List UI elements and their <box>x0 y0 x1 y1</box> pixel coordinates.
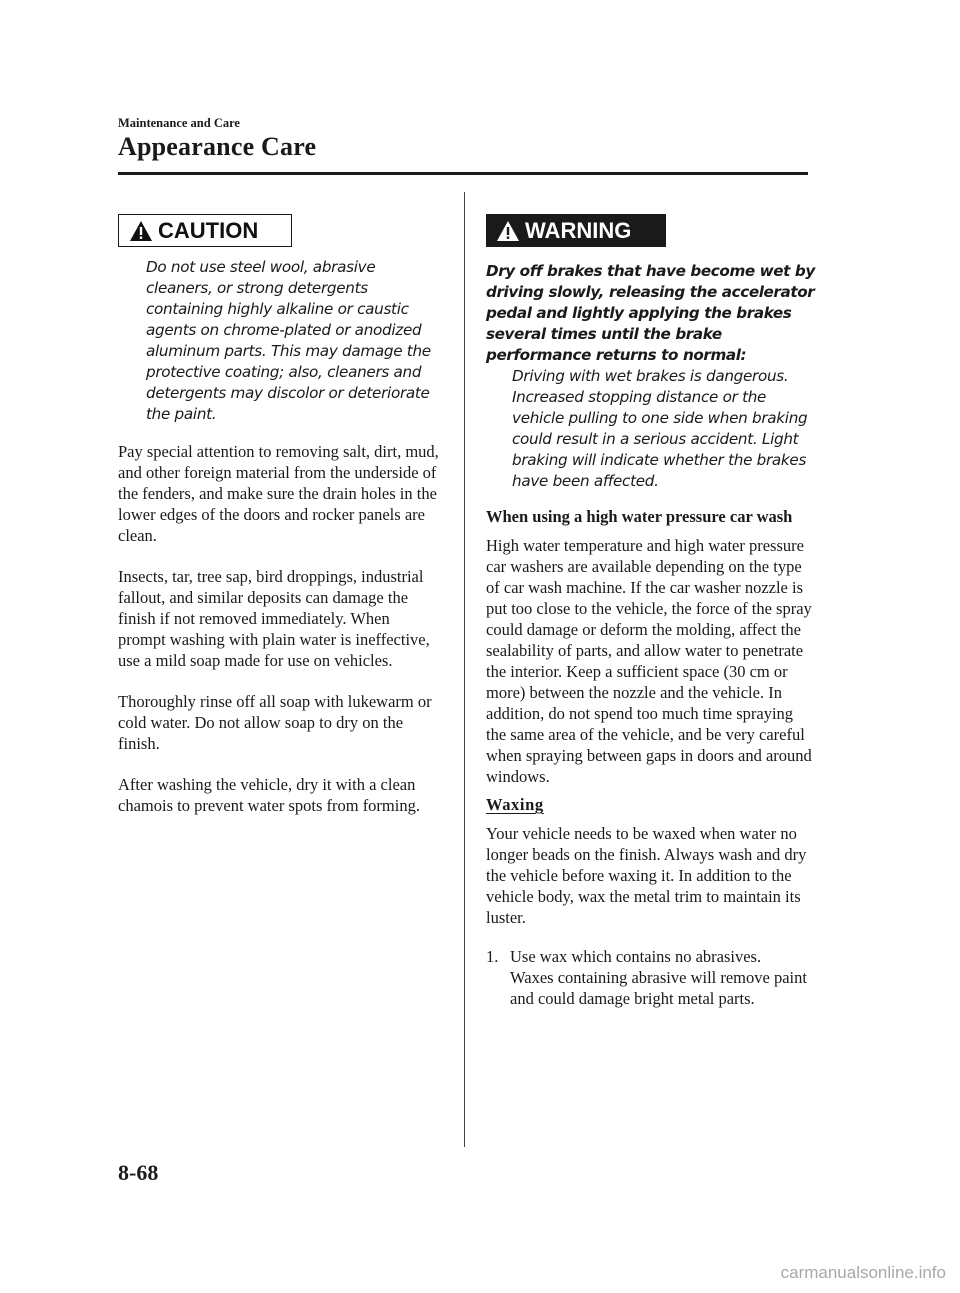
warning-lead: Dry off brakes that have become wet by driving slowly, releasing the accelerator pedal and lightly applying the brakes several times until the brake performance returns to normal: <box>486 262 815 364</box>
high-pressure-heading: When using a high water pressure car wash <box>486 507 793 526</box>
left-column <box>118 214 440 816</box>
paragraph-salt: Pay special attention to removing salt, dirt, mud, and other foreign material from the underside of the fenders, and make sure the drain holes in the lower edges of the doors and rocker panels are clean. <box>118 442 439 545</box>
paragraph-rinse: Thoroughly rinse off all soap with lukewarm or cold water. Do not allow soap to dry on the finish. <box>118 692 432 753</box>
caution-text: Do not use steel wool, abrasive cleaners, or strong detergents containing highly alkaline or caustic agents on chrome-plated or anodized aluminum parts. This may damage the protective coating; also, cleaners and detergents may discolor or deteriorate the paint. <box>146 258 431 423</box>
step-number: 1. <box>486 947 499 966</box>
step-body <box>510 946 816 1009</box>
warning-label <box>486 214 666 247</box>
step-text: Use wax which contains no abrasives. <box>510 947 762 966</box>
paragraph-dry: After washing the vehicle, dry it with a clean chamois to prevent water spots from forming. <box>118 775 420 815</box>
high-pressure-text: High water temperature and high water pressure car washers are available depending on the type of car wash machine. If the car washer nozzle is put too close to the vehicle, the force of the spray could damage or deform the molding, affect the sealability of parts, and allow water to penetrate the interior. Keep a sufficient space (30 cm or more) between the nozzle and the vehicle. In addition, do not spend too much time spraying the same area of the vehicle, and be very careful when spraying between gaps in doors and around windows. <box>486 536 812 786</box>
caution-label-text: CAUTION <box>158 217 259 243</box>
caution-label <box>118 214 292 247</box>
warning-label-text: WARNING <box>525 217 632 243</box>
paragraph-deposits: Insects, tar, tree sap, bird droppings, industrial fallout, and similar deposits can damage the finish if not removed immediately. When prompt washing with plain water is ineffective, use a mild soap made for use on vehicles. <box>118 567 430 670</box>
step-detail: Waxes containing abrasive will remove paint and could damage bright metal parts. <box>510 968 807 1008</box>
caution-triangle-icon <box>129 220 153 242</box>
column-divider <box>464 192 465 1147</box>
waxing-steps <box>486 946 816 1009</box>
right-column <box>486 214 816 1009</box>
page-title: Appearance Care <box>118 132 317 161</box>
section-label: Maintenance and Care <box>118 116 240 130</box>
list-item <box>486 946 816 1009</box>
warning-text: Driving with wet brakes is dangerous. Increased stopping distance or the vehicle pulling to one side when braking could result in a serious accident. Light braking will indicate whether the brakes have been affected. <box>512 367 808 490</box>
warning-triangle-icon <box>496 220 520 242</box>
page-number: 8-68 <box>118 1160 159 1185</box>
waxing-heading: Waxing <box>486 795 544 814</box>
waxing-intro: Your vehicle needs to be waxed when water no longer beads on the finish. Always wash and dry the vehicle before waxing it. In addition to the vehicle body, wax the metal trim to maintain its luster. <box>486 824 807 927</box>
title-rule <box>118 172 808 175</box>
watermark: carmanualsonline.info <box>780 1263 946 1282</box>
